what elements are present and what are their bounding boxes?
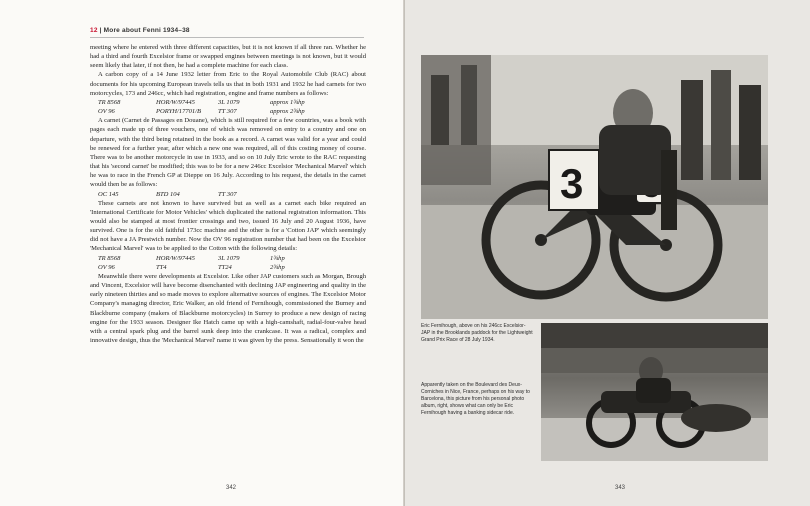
table-row: OC 145 BTD 104 TT 307 (98, 190, 237, 198)
header-separator: | (97, 27, 104, 34)
photo-illustration (421, 55, 768, 319)
page-number-left: 342 (226, 485, 237, 491)
body-text (90, 43, 366, 345)
header-title: More about Fenni 1934–38 (103, 27, 190, 34)
table-row: TR 8568 HOR/W/97445 3L 1079 1¾hp (98, 254, 285, 262)
left-page (0, 0, 404, 506)
table-row: OV 96 PORYH/17701/B TT 307 approx 2¾hp (98, 108, 305, 116)
page-number-right: 343 (615, 485, 626, 491)
photo-caption-2: Apparently taken on the Boulevard des Deux-Corniches in Nice, France, perhaps on his way to Barcelona, this picture from his personal photo album, right, shows what can only be Eric Fernihough having a banking sidecar ride. (421, 382, 530, 416)
photo-illustration (541, 323, 768, 461)
table-row: OV 96 TT4 TT24 2¾hp (98, 263, 285, 271)
sidecar-photo (541, 323, 768, 461)
header-rule (90, 37, 364, 38)
paragraph: A carbon copy of a 14 June 1932 letter from Eric to the Royal Automobile Club (RAC) about documents for his upcoming European travels tells us that in both 1931 and 1932 he had carnets for two motorcycles, 173 and 246cc, which had registration, engine and frame numbers as follows: (90, 71, 366, 97)
paragraph: These carnets are not known to have survived but as well as a carnet each bike required an 'International Certificate for Motor Vehicles' which duplicated the national registration information. This would also be stamped at most frontier crossings and two, issued 16 July and 20 August 1936, have survived. One is for the old faithful 173cc machine and the other is for a 'Cotton JAP' which seemingly did not have a JA Prestwich number. Now the OV 96 registration number that had been on the Excelsior 'Mechanical Marvel' was to be applied to the Cotton with the following details: (90, 199, 366, 253)
photo-caption-1: Eric Fernihough, above on his 246cc Excelsior-JAP in the Brooklands paddock for the Lightweight Grand Prix Race of 28 July 1934. (421, 323, 533, 343)
paragraph: Meanwhile there were developments at Excelsior. Like other JAP customers such as Morgan, Brough and Vincent, Excelsior will have become disenchanted with declining JAP engineering and quality in the early nineteen thirties and so made moves to explore alternative sources of engines. The Excelsior Motor Company's managing director, Eric Walker, an old friend of Fernihough, commissioned the Burney and Blackburne company (makers of Blackburne motorcycles) in Surrey to produce a new design of racing engine for the 1933 season. Designer Ike Hatch came up with a high-camshaft, radial-four-valve head with a central spark plug and the barrel sunk deep into the crankcase. It was a radical, complex and innovative design, thus the 'Mechanical Marvel' name it was given by the press. Sensationally it won the (90, 272, 366, 344)
paragraph: A carnet (Carnet de Passages en Douane), which is still required for a few countries, was a book with pages each made up of three vouchers, one of which was removed on entry to a country and one on departure, with the third being retained in the book as a record. A carnet was valid for a year and could be renewed for a further year, after which a new one was required, all of this costing money of course. There was to be another motorcycle in use in 1933, and so on 10 July Eric wrote to the RAC requesting that his 'second carnet' be modified; this was to be for a new 246cc Excelsior 'Mechanical Marvel' which he was to race in the French GP at Dieppe on 16 July. According to his request, the details in the carnet would then be as follows: (90, 117, 366, 189)
running-header (90, 27, 190, 34)
table-row: TR 8568 HOR/W/97445 3L 1079 approx 1¾hp (98, 98, 305, 106)
paragraph: meeting where he entered with three different capacities, but it is not known if all three ran. Whether he had a third and fourth Excelsior frame or swapped engines between meetings is not known, but it would seem likely that later, if not then, he had a complete machine for each class. (90, 44, 366, 70)
motorcycle-paddock-photo (421, 55, 768, 319)
header-page-number: 12 (90, 27, 98, 34)
race-number: 3 (560, 160, 584, 207)
